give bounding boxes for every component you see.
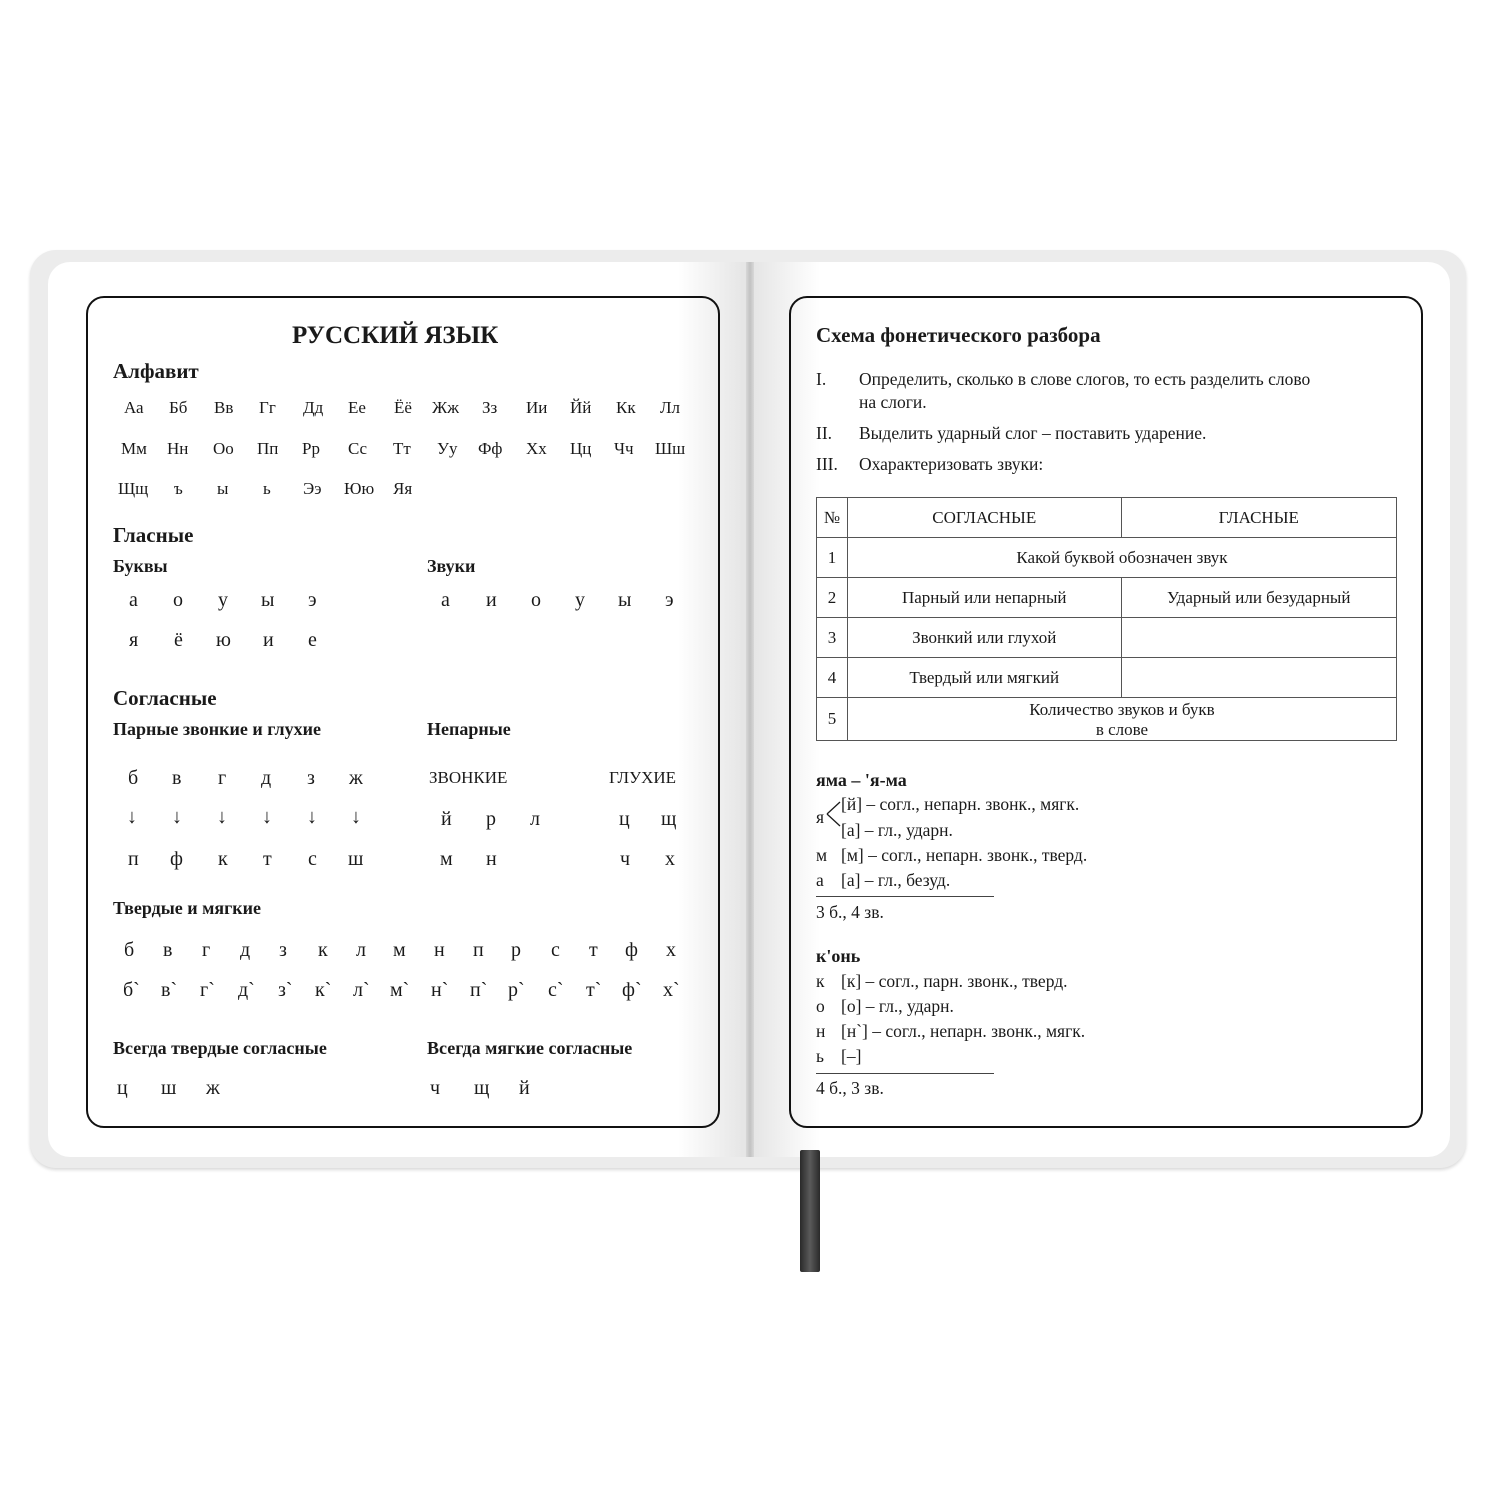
soft-letter: в` — [161, 979, 178, 1001]
vowel-letter: и — [263, 629, 274, 651]
consonants-column-header: СОГЛАСНЫЕ — [847, 498, 1121, 538]
step-number: II. — [816, 423, 833, 443]
example-letter: а — [816, 870, 824, 890]
voiced-letter: г — [218, 767, 227, 789]
example-letter: к — [816, 971, 825, 991]
step-number: I. — [816, 369, 827, 389]
alphabet-letter: Йй — [570, 398, 592, 417]
soft-letter: л` — [353, 979, 370, 1001]
vowel-sound: и — [486, 589, 497, 611]
alphabet-letter: Фф — [478, 439, 503, 458]
unpaired-heading: Непарные — [427, 719, 511, 739]
always-hard-letter: ж — [206, 1077, 220, 1099]
hard-letter: ф — [625, 939, 638, 961]
vowel-letter: а — [129, 589, 138, 611]
soft-letter: х` — [663, 979, 680, 1001]
down-arrow-icon: ↓ — [351, 806, 361, 828]
example-letter: о — [816, 996, 825, 1016]
vowel-sound: у — [575, 589, 585, 611]
voiced-label: ЗВОНКИЕ — [429, 768, 508, 787]
hard-letter: н — [434, 939, 445, 961]
soft-letter: п` — [470, 979, 488, 1001]
table-cell: Звонкий или глухой — [847, 618, 1121, 658]
table-row — [817, 538, 1397, 578]
alphabet-letter: ъ — [174, 479, 183, 498]
soft-letter: т` — [586, 979, 602, 1001]
alphabet-letter: Сс — [348, 439, 368, 458]
soft-letter: ф` — [622, 979, 642, 1001]
soft-letter: н` — [431, 979, 449, 1001]
alphabet-letter: Зз — [482, 398, 498, 417]
row-number: 1 — [817, 538, 848, 578]
unpaired-voiced-letter: й — [441, 808, 452, 830]
alphabet-letter: Хх — [526, 439, 547, 458]
alphabet-letter: Ёё — [394, 398, 412, 417]
hard-letter: п — [473, 939, 484, 961]
step-text: Определить, сколько в слове слогов, то есть разделить слово — [859, 369, 1311, 389]
alphabet-letter: Уу — [437, 439, 458, 458]
step-number: III. — [816, 454, 838, 474]
soft-letter: м` — [390, 979, 410, 1001]
always-soft-letter: щ — [474, 1077, 490, 1099]
down-arrow-icon: ↓ — [262, 806, 272, 828]
alphabet-letter: Бб — [169, 398, 188, 417]
transcription-line: [н`] – согл., непарн. звонк., мягк. — [841, 1021, 1086, 1041]
hard-letter: м — [393, 939, 406, 961]
unpaired-voiced-letter: р — [486, 808, 496, 830]
hard-letter: т — [589, 939, 598, 961]
bracket-arcs-icon — [826, 798, 842, 830]
transcription-line: [а] – гл., ударн. — [841, 820, 953, 840]
example-letter: я — [816, 807, 825, 827]
unpaired-voiceless-letter: х — [665, 848, 675, 870]
voiceless-letter: т — [263, 848, 272, 870]
voiceless-letter: с — [308, 848, 317, 870]
hard-letter: л — [356, 939, 366, 961]
table-header-row — [817, 498, 1397, 538]
hard-letter: з — [279, 939, 287, 961]
soft-letter: р` — [508, 979, 525, 1001]
transcription-line: [–] — [841, 1046, 862, 1066]
transcription-line: [й] – согл., непарн. звонк., мягк. — [841, 794, 1080, 814]
letters-heading: Буквы — [113, 556, 168, 576]
vowel-letter: у — [218, 589, 228, 611]
unpaired-voiceless-letter: ч — [620, 848, 631, 870]
soft-letter: б` — [123, 979, 140, 1001]
soft-letter: к` — [315, 979, 332, 1001]
vowel-letter: я — [129, 629, 139, 651]
voiceless-letter: к — [218, 848, 228, 870]
hard-soft-heading: Твердые и мягкие — [113, 898, 262, 918]
voiced-letter: д — [261, 767, 272, 789]
voiceless-letter: ш — [348, 848, 364, 870]
voiceless-letter: п — [128, 848, 139, 870]
vowels-column-header: ГЛАСНЫЕ — [1121, 498, 1397, 538]
divider — [816, 896, 994, 897]
example-word-yama: яма – 'я-ма — [816, 770, 907, 790]
alphabet-letter: Щщ — [118, 479, 149, 498]
alphabet-letter: ь — [263, 479, 271, 498]
alphabet-letter: Пп — [257, 439, 279, 458]
down-arrow-icon: ↓ — [127, 806, 137, 828]
step-text: Выделить ударный слог – поставить ударение. — [859, 423, 1207, 443]
hard-letter: с — [551, 939, 560, 961]
row-number: 2 — [817, 578, 848, 618]
voiced-letter: б — [128, 767, 139, 789]
example-letter: м — [816, 845, 828, 865]
row-number: 4 — [817, 658, 848, 698]
alphabet-letter: Дд — [303, 398, 324, 417]
voiceless-letter: ф — [170, 848, 183, 870]
down-arrow-icon: ↓ — [307, 806, 317, 828]
alphabet-letter: Чч — [614, 439, 634, 458]
table-cell: Какой буквой обозначен звук — [847, 538, 1396, 578]
always-soft-heading: Всегда мягкие согласные — [427, 1038, 633, 1058]
transcription-line: [к] – согл., парн. звонк., тверд. — [841, 971, 1068, 991]
always-soft-letter: й — [519, 1077, 530, 1099]
transcription-line: [о] – гл., ударн. — [841, 996, 954, 1016]
alphabet-letter: Юю — [344, 479, 375, 498]
hard-letter: к — [318, 939, 328, 961]
example-total: 4 б., 3 зв. — [816, 1078, 884, 1098]
hard-letter: р — [511, 939, 521, 961]
unpaired-voiced-letter: н — [486, 848, 497, 870]
unpaired-voiced-letter: м — [440, 848, 453, 870]
voiceless-label: ГЛУХИЕ — [609, 768, 677, 787]
example-letter: ь — [816, 1046, 824, 1066]
table-cell: Ударный или безударный — [1121, 578, 1397, 618]
alphabet-letter: Ии — [526, 398, 548, 417]
vowel-sound: э — [665, 589, 674, 611]
table-cell: Твердый или мягкий — [847, 658, 1121, 698]
soft-letter: г` — [200, 979, 215, 1001]
row-number: 3 — [817, 618, 848, 658]
table-cell-empty — [1121, 618, 1397, 658]
alphabet-letter: Нн — [167, 439, 189, 458]
bookmark-ribbon — [800, 1150, 820, 1272]
down-arrow-icon: ↓ — [172, 806, 182, 828]
table-cell-line: Количество звуков и букв — [1029, 699, 1215, 719]
alphabet-letter: Аа — [124, 398, 144, 417]
hard-letter: г — [202, 939, 211, 961]
always-soft-letter: ч — [430, 1077, 441, 1099]
vowel-sound: а — [441, 589, 450, 611]
vowel-sound: о — [531, 589, 541, 611]
alphabet-letter: Шш — [655, 439, 686, 458]
consonants-heading: Согласные — [113, 686, 217, 710]
number-column-header: № — [817, 498, 848, 538]
divider — [816, 1073, 994, 1074]
table-row — [817, 618, 1397, 658]
alphabet-letter: Оо — [213, 439, 234, 458]
voiced-letter: ж — [349, 767, 363, 789]
always-hard-letter: ц — [117, 1077, 128, 1099]
alphabet-letter: Ээ — [303, 479, 322, 498]
hard-letter: в — [163, 939, 173, 961]
table-cell: Парный или непарный — [847, 578, 1121, 618]
always-hard-heading: Всегда твердые согласные — [113, 1038, 327, 1058]
transcription-line: [м] – согл., непарн. звонк., тверд. — [841, 845, 1088, 865]
unpaired-voiceless-letter: щ — [661, 808, 677, 830]
soft-letter: д` — [238, 979, 255, 1001]
table-row — [817, 698, 1397, 741]
hard-letter: д — [240, 939, 251, 961]
hard-letter: х — [666, 939, 676, 961]
alphabet-letter: Ее — [348, 398, 366, 417]
alphabet-letter: Вв — [214, 398, 234, 417]
table-cell — [847, 698, 1396, 741]
vowel-letter: э — [308, 589, 317, 611]
notebook-spine — [746, 262, 754, 1157]
alphabet-letter: ы — [217, 479, 229, 498]
unpaired-voiceless-letter: ц — [619, 808, 630, 830]
soft-letter: з` — [278, 979, 293, 1001]
example-letter: н — [816, 1021, 826, 1041]
alphabet-letter: Цц — [570, 439, 592, 458]
unpaired-voiced-letter: л — [530, 808, 540, 830]
always-hard-letter: ш — [161, 1077, 177, 1099]
left-page-frame — [86, 296, 720, 1128]
down-arrow-icon: ↓ — [217, 806, 227, 828]
phonetic-scheme-title: Схема фонетического разбора — [816, 323, 1101, 347]
hard-letter: б — [124, 939, 135, 961]
example-word-kon: к'онь — [816, 946, 861, 966]
sound-characteristics-table — [816, 497, 1397, 741]
vowels-heading: Гласные — [113, 523, 194, 547]
vowel-letter: о — [173, 589, 183, 611]
alphabet-letter: Лл — [660, 398, 681, 417]
table-cell-empty — [1121, 658, 1397, 698]
example-total: 3 б., 4 зв. — [816, 902, 884, 922]
alphabet-letter: Тт — [393, 439, 411, 458]
alphabet-heading: Алфавит — [113, 359, 199, 383]
vowel-letter: ё — [174, 629, 183, 651]
voiced-letter: з — [307, 767, 315, 789]
alphabet-letter: Мм — [121, 439, 147, 458]
step-text: Охарактеризовать звуки: — [859, 454, 1044, 474]
soft-letter: с` — [548, 979, 564, 1001]
alphabet-letter: Кк — [616, 398, 636, 417]
vowel-letter: ю — [216, 629, 231, 651]
page-title: РУССКИЙ ЯЗЫК — [292, 322, 499, 349]
alphabet-letter: Яя — [393, 479, 413, 498]
transcription-line: [а] – гл., безуд. — [841, 870, 951, 890]
sounds-heading: Звуки — [427, 556, 476, 576]
alphabet-letter: Рр — [302, 439, 320, 458]
table-row — [817, 578, 1397, 618]
vowel-letter: ы — [261, 589, 275, 611]
row-number: 5 — [817, 698, 848, 741]
table-row — [817, 658, 1397, 698]
voiced-letter: в — [172, 767, 182, 789]
vowel-letter: е — [308, 629, 317, 651]
paired-heading: Парные звонкие и глухие — [113, 719, 321, 739]
table-cell-line: в слове — [1095, 719, 1149, 739]
alphabet-letter: Жж — [432, 398, 459, 417]
alphabet-letter: Гг — [259, 398, 276, 417]
vowel-sound: ы — [618, 589, 632, 611]
step-text-continued: на слоги. — [859, 392, 927, 412]
